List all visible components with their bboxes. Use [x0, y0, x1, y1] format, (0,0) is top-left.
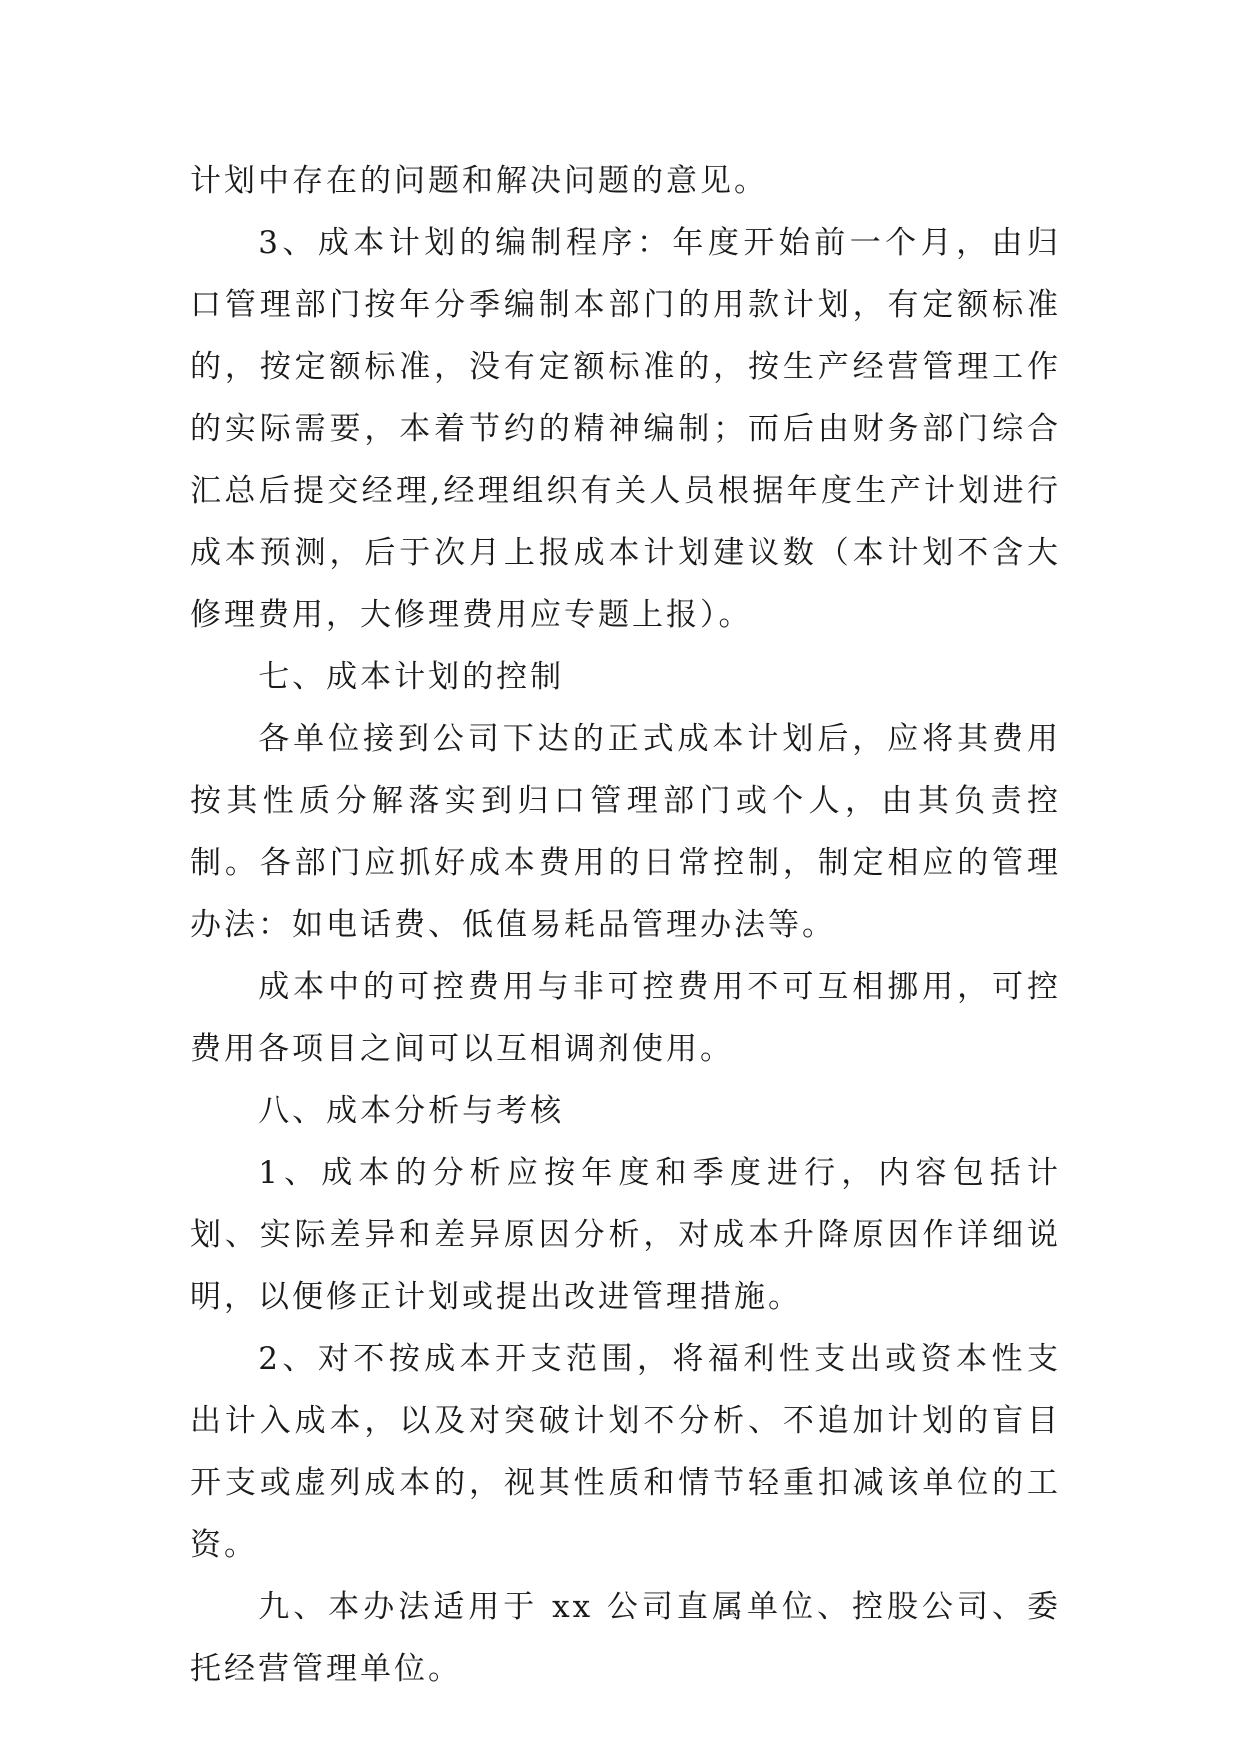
- paragraph-cost-plan-procedure: 3、成本计划的编制程序：年度开始前一个月，由归口管理部门按年分季编制本部门的用款计划，有定额标准的，按定额标准，没有定额标准的，按生产经营管理工作的实际需要，本着节约的精神编制；而后由财务部门综合汇总后提交经理,经理组织有关人员根据年度生产计划进行成本预测，后于次月上报成本计划建议数（本计划不含大修理费用，大修理费用应专题上报）。: [190, 225, 1061, 633]
- paragraph-continuation: 计划中存在的问题和解决问题的意见。: [190, 163, 768, 199]
- paragraph-cost-analysis: 1、成本的分析应按年度和季度进行，内容包括计划、实际差异和差异原因分析，对成本升降原因作详细说明，以便修正计划或提出改进管理措施。: [190, 1155, 1061, 1315]
- paragraph-scope: 九、本办法适用于 xx 公司直属单位、控股公司、委托经营管理单位。: [190, 1589, 1061, 1687]
- paragraph-penalty: 2、对不按成本开支范围，将福利性支出或资本性支出计入成本，以及对突破计划不分析、不追加计划的盲目开支或虚列成本的，视其性质和情节轻重扣减该单位的工资。: [190, 1341, 1061, 1563]
- paragraph-controllable-costs: 成本中的可控费用与非可控费用不可互相挪用，可控费用各项目之间可以互相调剂使用。: [190, 969, 1061, 1067]
- paragraph-cost-control: 各单位接到公司下达的正式成本计划后，应将其费用按其性质分解落实到归口管理部门或个人，由其负责控制。各部门应抓好成本费用的日常控制，制定相应的管理办法：如电话费、低值易耗品管理办法等。: [190, 721, 1061, 943]
- section-heading-cost-analysis: 八、成本分析与考核: [258, 1093, 565, 1129]
- section-heading-cost-plan-control: 七、成本计划的控制: [258, 659, 565, 695]
- document-body: [190, 150, 1061, 1700]
